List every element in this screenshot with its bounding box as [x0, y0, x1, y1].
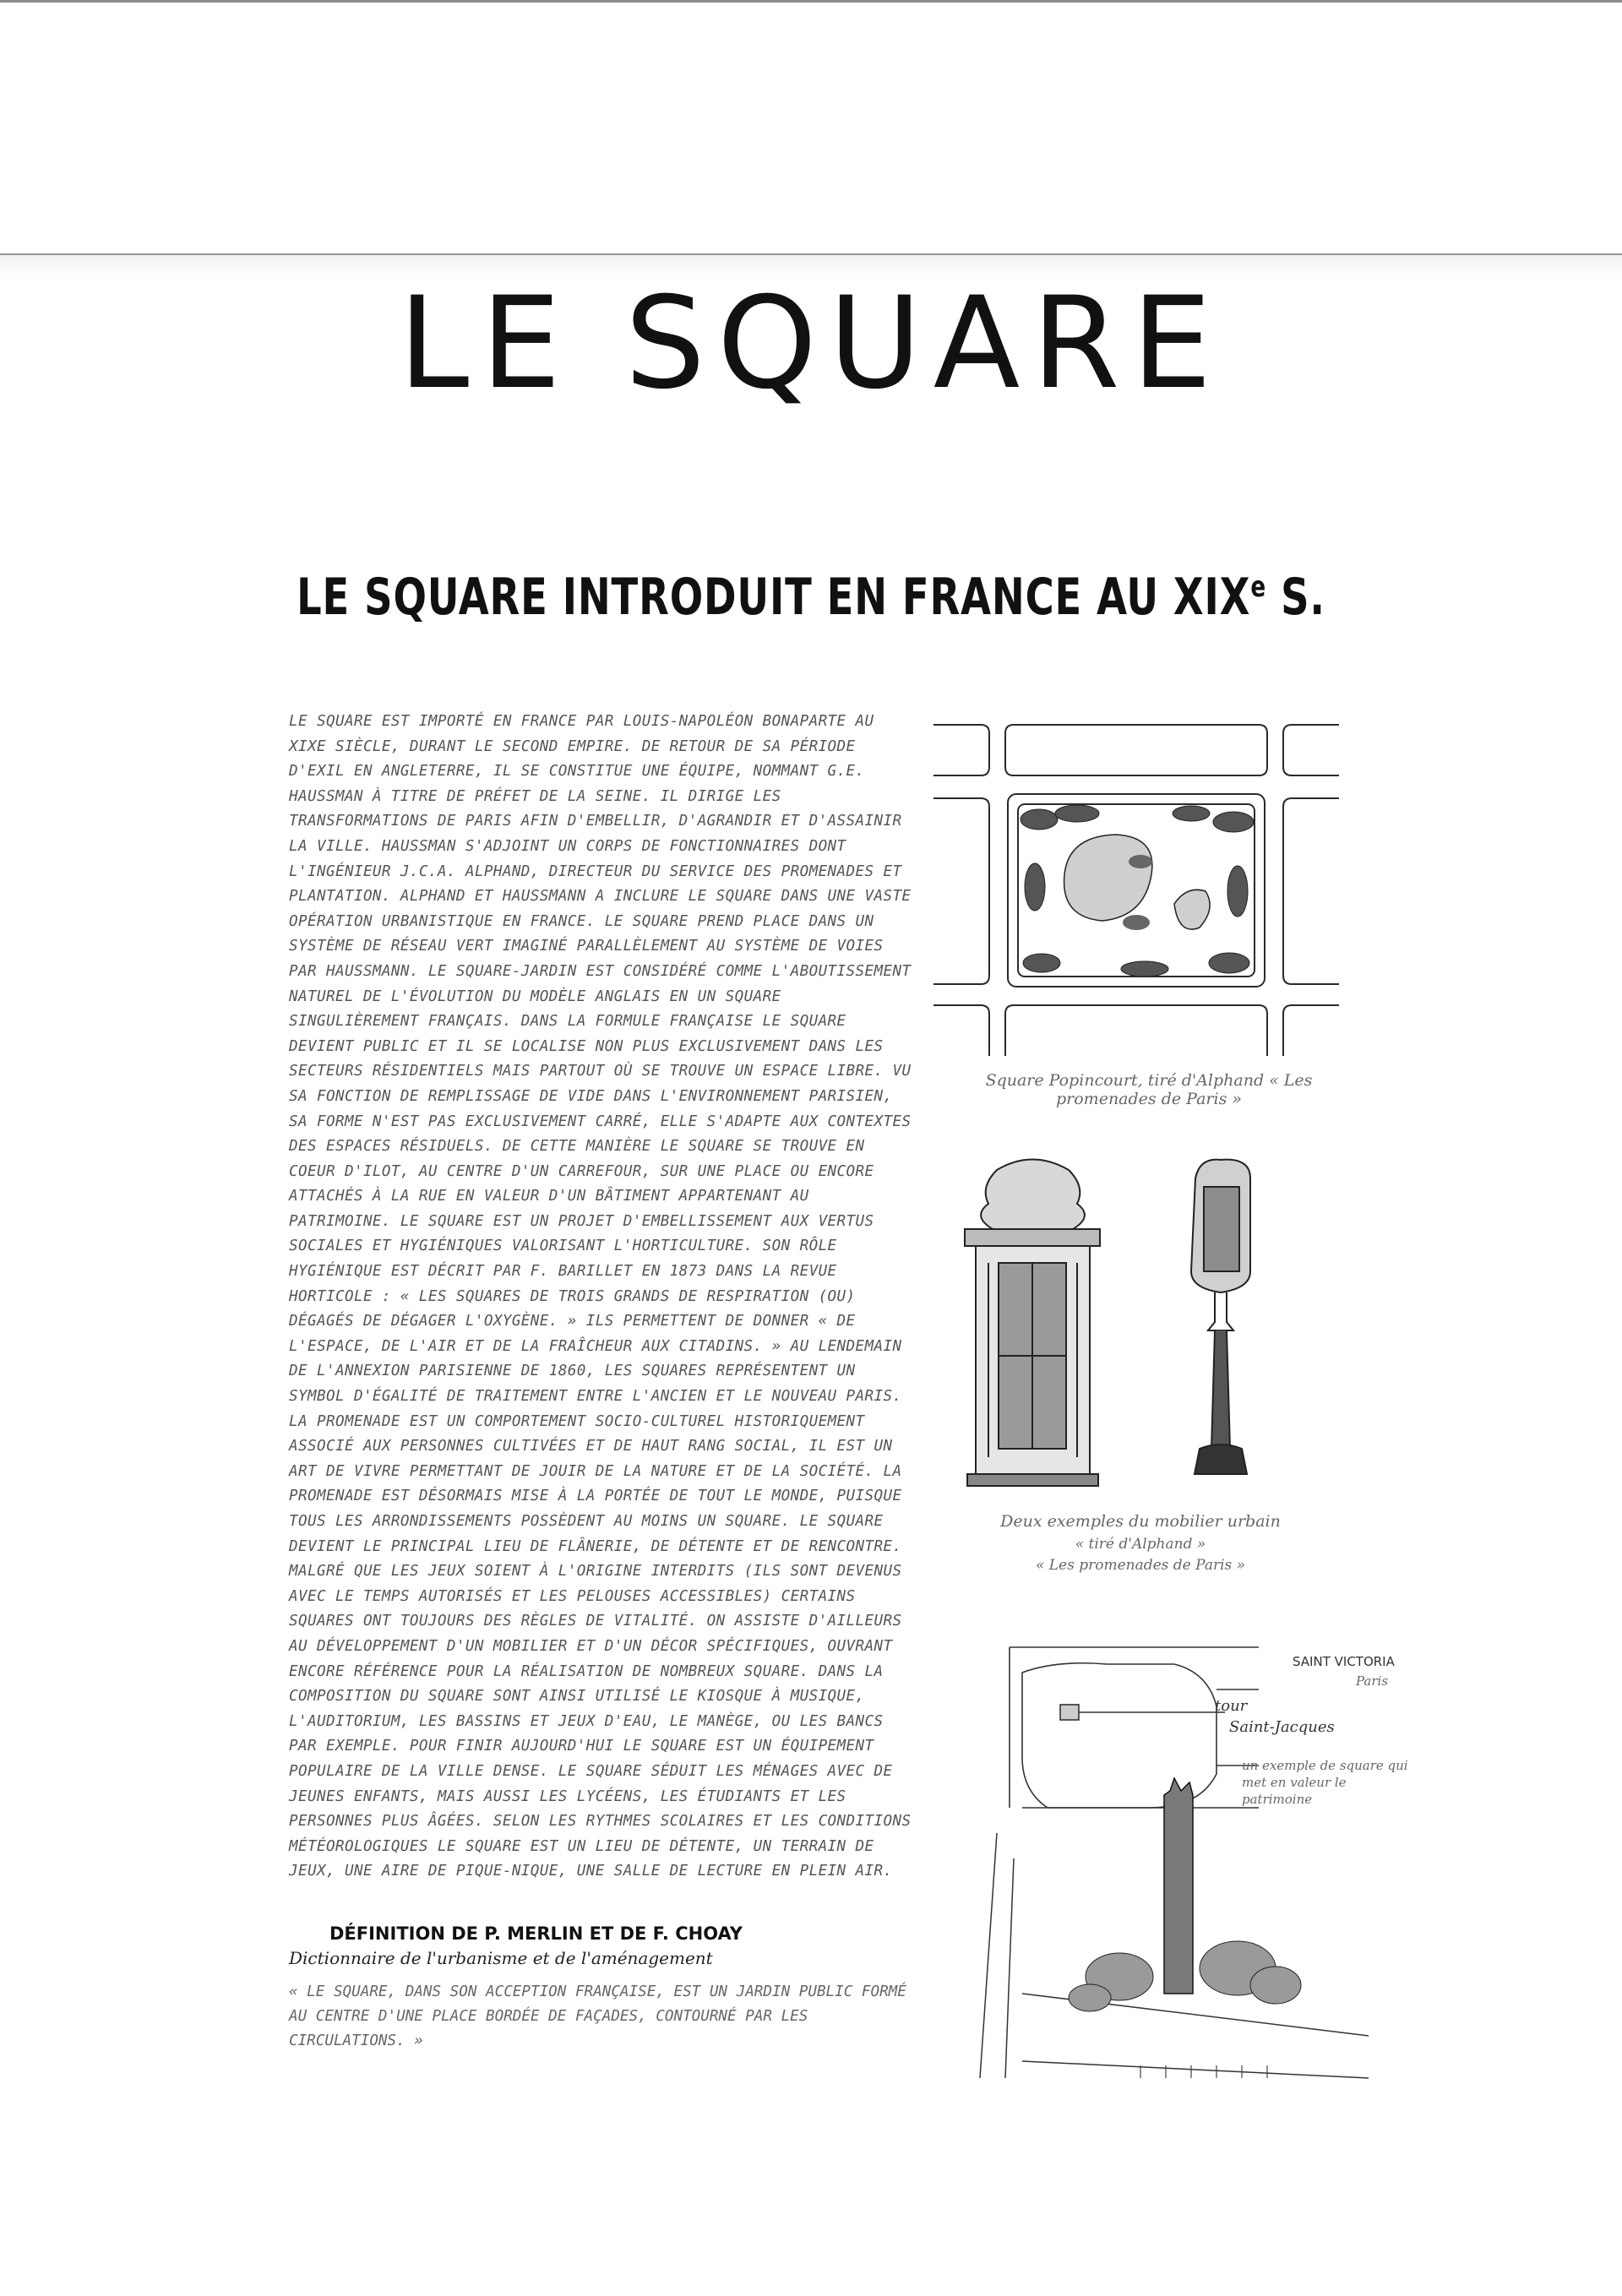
definition-heading: DÉFINITION DE P. MERLIN ET DE F. CHOAY	[329, 1923, 743, 1944]
map-label-2: Paris	[1356, 1673, 1389, 1689]
tour-label-1: tour	[1215, 1697, 1248, 1715]
caption-square-plan: Square Popincourt, tiré d'Alphand « Les promenades de Paris »	[985, 1071, 1313, 1108]
caption-mobilier-2: « tiré d'Alphand »	[1075, 1536, 1206, 1553]
page-title: LE SQUARE	[398, 270, 1224, 417]
tour-note: un exemple de square qui met en valeur le patrimoine	[1242, 1758, 1408, 1807]
definition-quote: « LE SQUARE, DANS SON ACCEPTION FRANÇAISE, EST UN JARDIN PUBLIC FORMÉ AU CENTRE D'UNE PLACE BORDÉE DE FAÇADES, CONTOURNÉ PAR LES CIRCULATIONS. »	[289, 1983, 906, 2049]
subtitle-end: S.	[1281, 568, 1325, 627]
map-label: SAINT VICTORIA	[1293, 1654, 1395, 1669]
section-subtitle	[113, 568, 1508, 627]
tour-saint-jacques-drawing	[972, 1639, 1377, 2078]
top-border	[0, 0, 1622, 3]
subtitle-main: LE SQUARE INTRODUIT EN FRANCE AU XIX	[297, 568, 1251, 627]
tour-label-2: Saint-Jacques	[1229, 1718, 1335, 1736]
square-plan-drawing	[933, 718, 1339, 1060]
definition-source: Dictionnaire de l'urbanisme et de l'aménagement	[289, 1948, 713, 1968]
subtitle-sup: e	[1250, 570, 1267, 604]
caption-mobilier-3: « Les promenades de Paris »	[1035, 1557, 1246, 1574]
body-paragraph: LE SQUARE EST IMPORTÉ EN FRANCE PAR LOUIS-NAPOLÉON BONAPARTE AU XIXE SIÈCLE, DURANT LE SECOND EMPIRE. DE RETOUR DE SA PÉRIODE D'EXIL EN ANGLETERRE, IL SE CONSTITUE UNE ÉQUIPE, NOMMANT G.E. HAUSSMAN À TITRE DE PRÉFET DE LA SEINE. IL DIRIGE LES TRANSFORMATIONS DE PARIS AFIN D'EMBELLIR, D'AGRANDIR ET D'ASSAINIR LA VILLE. HAUSSMAN S'ADJOINT UN CORPS DE FONCTIONNAIRES DONT L'INGÉNIEUR J.C.A. ALPHAND, DIRECTEUR DU SERVICE DES PROMENADES ET PLANTATION. ALPHAND ET HAUSSMANN A INCLURE LE SQUARE DANS UNE VASTE OPÉRATION URBANISTIQUE EN FRANCE. LE SQUARE PREND PLACE DANS UN SYSTÈME DE RÉSEAU VERT IMAGINÉ PARALLÈLEMENT AU SYSTÈME DE VOIES PAR HAUSSMANN. LE SQUARE-JARDIN EST CONSIDÉRÉ COMME L'ABOUTISSEMENT NATUREL DE L'ÉVOLUTION DU MODÈLE ANGLAIS EN UN SQUARE SINGULIÈREMENT FRANÇAIS. DANS LA FORMULE FRANÇAISE LE SQUARE DEVIENT PUBLIC ET IL SE LOCALISE NON PLUS EXCLUSIVEMENT DANS LES SECTEURS RÉSIDENTIELS MAIS PARTOUT OÙ SE TROUVE UN ESPACE LIBRE. VU SA FONCTION DE REMPLISSAGE DE VIDE DANS L'ENVIRONNEMENT PARISIEN, SA FORME N'EST PAS EXCLUSIVEMENT CARRÉ, ELLE S'ADAPTE AUX CONTEXTES DES ESPACES RÉSIDUELS. DE CETTE MANIÈRE LE SQUARE SE TROUVE EN COEUR D'ILOT, AU CENTRE D'UN CARREFOUR, SUR UNE PLACE OU ENCORE ATTACHÉS À LA RUE EN VALEUR D'UN BÂTIMENT APPARTENANT AU PATRIMOINE. LE SQUARE EST UN PROJET D'EMBELLISSEMENT AUX VERTUS SOCIALES ET HYGIÉNIQUES VALORISANT L'HORTICULTURE. SON RÔLE HYGIÉNIQUE EST DÉCRIT PAR F. BARILLET EN 1873 DANS LA REVUE HORTICOLE : « LES SQUARES DE TROIS GRANDS DE RESPIRATION (OU) DÉGAGÉS DE DÉGAGER L'OXYGÈNE. » ILS PERMETTENT DE DONNER « DE L'ESPACE, DE L'AIR ET DE LA FRAÎCHEUR AUX CITADINS. » AU LENDEMAIN DE L'ANNEXION PARISIENNE DE 1860, LES SQUARES REPRÉSENTENT UN SYMBOL D'ÉGALITÉ DE TRAITEMENT ENTRE L'ANCIEN ET LE NOUVEAU PARIS. LA PROMENADE EST UN COMPORTEMENT SOCIO-CULTUREL HISTORIQUEMENT ASSOCIÉ AUX PERSONNES CULTIVÉES ET DE HAUT RANG SOCIAL, IL EST UN ART DE VIVRE PERMETTANT DE JOUIR DE LA NATURE ET DE LA SOCIÉTÉ. LA PROMENADE EST DÉSORMAIS MISE À LA PORTÉE DE TOUT LE MONDE, PUISQUE TOUS LES ARRONDISSEMENTS POSSÈDENT AU MOINS UN SQUARE. LE SQUARE DEVIENT LE PRINCIPAL LIEU DE FLÂNERIE, DE DÉTENTE ET DE RENCONTRE. MALGRÉ QUE LES JEUX SOIENT À L'ORIGINE INTERDITS (ILS SONT DEVENUS AVEC LE TEMPS AUTORISÉS ET LES PELOUSES ACCESSIBLES) CERTAINS SQUARES ONT TOUJOURS DES RÈGLES DE VITALITÉ. ON ASSISTE D'AILLEURS AU DÉVELOPPEMENT D'UN MOBILIER ET D'UN DÉCOR SPÉCIFIQUES, OUVRANT ENCORE RÉFÉRENCE POUR LA RÉALISATION DE NOMBREUX SQUARE. DANS LA COMPOSITION DU SQUARE SONT AINSI UTILISÉ LE KIOSQUE À MUSIQUE, L'AUDITORIUM, LES BASSINS ET JEUX D'EAU, LE MANÈGE, OU LES BANCS PAR EXEMPLE. POUR FINIR AUJOURD'HUI LE SQUARE EST UN ÉQUIPEMENT POPULAIRE DE LA VILLE DENSE. LE SQUARE SÉDUIT LES MÉNAGES AVEC DE JEUNES ENFANTS, MAIS AUSSI LES LYCÉENS, LES ÉTUDIANTS ET LES PERSONNES PLUS ÂGÉES. SELON LES RYTHMES SCOLAIRES ET LES CONDITIONS MÉTÉOROLOGIQUES LE SQUARE EST UN LIEU DE DÉTENTE, UN TERRAIN DE JEUX, UNE AIRE DE PIQUE-NIQUE, UNE SALLE DE LECTURE EN PLEIN AIR.	[289, 713, 912, 1880]
caption-mobilier-1: Deux exemples du mobilier urbain	[1000, 1512, 1281, 1531]
urban-furniture-drawing	[946, 1153, 1318, 1499]
